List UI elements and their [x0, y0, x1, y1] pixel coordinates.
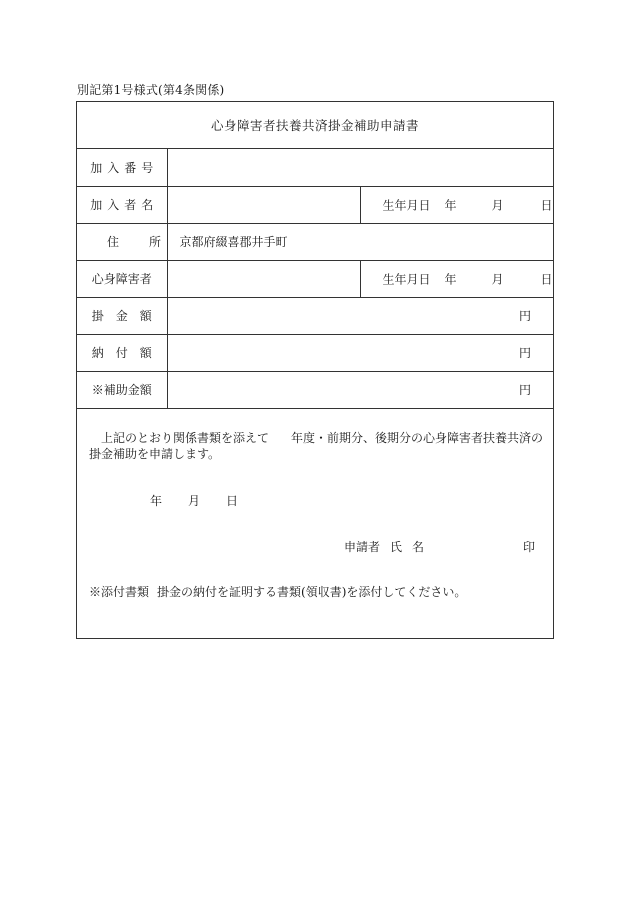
- seal-mark: 印: [523, 540, 536, 554]
- member-number-label: 加入番号: [90, 160, 159, 175]
- yen-unit: 円: [518, 383, 531, 397]
- attachment-text: 掛金の納付を証明する書類(領収書)を添付してください。: [157, 585, 467, 599]
- premium-amount-label: 掛金額: [91, 309, 164, 323]
- birth-day-label: 日: [540, 198, 553, 212]
- paid-amount-field[interactable]: [167, 334, 553, 371]
- disabled-person-birthdate-field[interactable]: [360, 260, 553, 297]
- birth-month-label: 月: [491, 272, 504, 286]
- address-label: 住所: [107, 235, 192, 249]
- yen-unit: 円: [518, 346, 531, 360]
- applicant-signature-line[interactable]: [344, 538, 434, 555]
- date-day-label: 日: [226, 494, 239, 508]
- statement-part2: 年度・前期分、後期分の心身障害者扶養共済の掛金補助を申請します。: [89, 431, 544, 461]
- row-subsidy-amount: [77, 371, 553, 408]
- birth-day-label: 日: [540, 272, 553, 286]
- paid-amount-label: 納付額: [91, 346, 164, 360]
- member-name-label: 加入者名: [90, 198, 159, 212]
- applicant-name-label: 氏名: [390, 540, 435, 554]
- member-name-field[interactable]: [167, 186, 360, 223]
- birth-year-label: 年: [444, 198, 457, 212]
- birthdate-label: 生年月日: [382, 198, 431, 212]
- disabled-person-label: 心身障害者: [91, 272, 152, 286]
- application-form: [76, 101, 554, 639]
- form-fields-table: [77, 149, 553, 409]
- row-member-number: [77, 149, 553, 186]
- application-statement: [89, 430, 545, 462]
- disabled-person-field[interactable]: [167, 260, 360, 297]
- form-number-label: 別記第1号様式(第4条関係): [77, 83, 225, 97]
- attachment-label: ※添付書類: [89, 585, 150, 599]
- row-paid-amount: [77, 334, 553, 371]
- application-date[interactable]: [150, 492, 238, 509]
- premium-amount-field[interactable]: [167, 297, 553, 334]
- row-premium-amount: [77, 297, 553, 334]
- yen-unit: 円: [518, 309, 531, 323]
- subsidy-amount-field[interactable]: [167, 371, 553, 408]
- member-number-field[interactable]: [167, 149, 553, 186]
- row-member-name: [77, 186, 553, 223]
- birth-month-label: 月: [491, 198, 504, 212]
- applicant-label: 申請者: [344, 540, 381, 554]
- statement-part1: 上記のとおり関係書類を添えて: [101, 431, 270, 445]
- form-title: 心身障害者扶養共済掛金補助申請書: [77, 102, 553, 149]
- member-birthdate-field[interactable]: [360, 186, 553, 223]
- address-field[interactable]: 京都府綴喜郡井手町: [167, 223, 553, 260]
- attachment-note: [89, 583, 466, 600]
- subsidy-amount-label: ※補助金額: [91, 383, 152, 397]
- date-year-label: 年: [150, 494, 163, 508]
- date-month-label: 月: [188, 494, 201, 508]
- birthdate-label: 生年月日: [382, 272, 431, 286]
- row-disabled-person: [77, 260, 553, 297]
- birth-year-label: 年: [444, 272, 457, 286]
- row-address: [77, 223, 553, 260]
